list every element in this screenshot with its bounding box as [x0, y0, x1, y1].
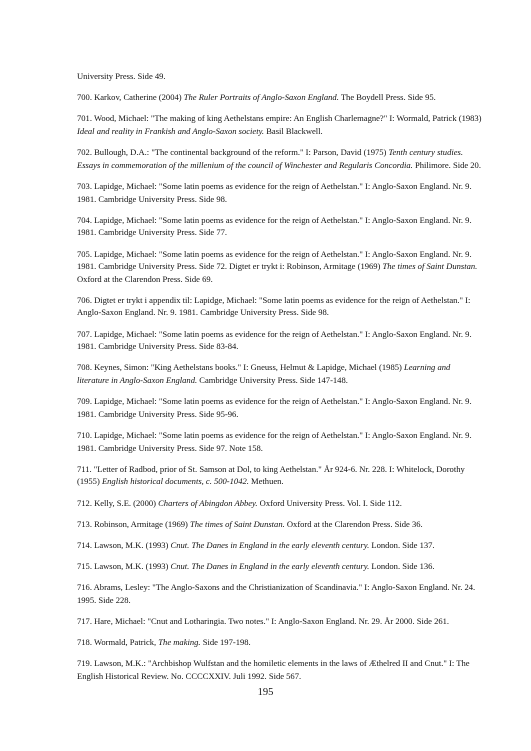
endnote-title-text: The times of Saint Dunstan.: [382, 261, 478, 272]
endnote: [77, 70, 483, 83]
endnote-text: Oxford University Press. Vol. I. Side 112.: [257, 497, 402, 508]
endnote: [77, 112, 483, 137]
endnote-text: 712. Kelly, S.E. (2000): [77, 497, 159, 508]
endnote-text: Side 197-198.: [200, 637, 251, 648]
endnote-text: Cambridge University Press. Side 147-148.: [197, 375, 348, 386]
endnote-title-text: Cnut. The Danes in England in the early eleventh century.: [170, 539, 370, 550]
endnote: [77, 180, 483, 205]
endnote-title-text: The Ruler Portraits of Anglo-Saxon England.: [183, 92, 339, 103]
endnote-text: 701. Wood, Michael: "The making of king Aethelstans empire: An English Charlemagne?" I: Wormald, Patrick (1983): [77, 113, 482, 124]
endnote-text: Basil Blackwell.: [264, 125, 323, 136]
endnote-text: Methuen.: [248, 476, 284, 487]
endnote-text: London. Side 137.: [369, 539, 435, 550]
endnote: [77, 248, 483, 286]
endnote-text: 704. Lapidge, Michael: "Some latin poems as evidence for the reign of Aethelstan." I: Anglo-Saxon England. Nr. 9. 1981. Cambridge University Press. Side 77.: [77, 214, 472, 238]
endnote: [77, 463, 483, 488]
endnote-text: Oxford at the Clarendon Press. Side 69.: [77, 273, 213, 284]
endnote: [77, 328, 483, 353]
endnote-text: Oxford at the Clarendon Press. Side 36.: [284, 518, 423, 529]
endnote-text: 715. Lawson, M.K. (1993): [77, 561, 171, 572]
endnote-text: 706. Digtet er trykt i appendix til: Lapidge, Michael: "Some latin poems as evidence for the reign of Aethelstan." I: Anglo-Saxon England. Nr. 9. 1981. Cambridge University Press. Side 98.: [77, 294, 471, 318]
endnote: [77, 581, 483, 606]
endnote: [77, 91, 483, 104]
endnote-text: 719. Lawson, M.K.: "Archbishop Wulfstan and the homiletic elements in the laws of Æthelred II and Cnut." I: The English Historical Review. No. CCCCXXIV. Juli 1992. Side 567.: [77, 658, 470, 682]
page-number: 195: [257, 687, 274, 698]
endnote-text: University Press. Side 49.: [77, 71, 166, 81]
endnote-title-text: Cnut. The Danes in England in the early eleventh century.: [170, 561, 370, 572]
endnote: [77, 615, 483, 628]
endnote: [77, 146, 483, 171]
endnote: [77, 361, 483, 386]
endnote-text: 708. Keynes, Simon: "King Aethelstans books." I: Gneuss, Helmut & Lapidge, Michael (1985): [77, 362, 404, 373]
endnote: [77, 657, 483, 682]
endnote: [77, 497, 483, 510]
endnote-title-text: Tenth century studies. Essays in commemoration of the millenium of the council of Winchester and Regularis Concordia.: [77, 147, 463, 170]
endnote-text: 705. Lapidge, Michael: "Some latin poems as evidence for the reign of Aethelstan." I: Anglo-Saxon England. Nr. 9. 1981. Cambridge University Press. Side 72. Digtet er trykt i: Robinson, Armitage (1969): [77, 248, 472, 272]
endnote-text: 718. Wormald, Patrick,: [77, 637, 159, 648]
endnote-text: 710. Lapidge, Michael: "Some latin poems as evidence for the reign of Aethelstan." I: Anglo-Saxon England. Nr. 9. 1981. Cambridge University Press. Side 97. Note 158.: [77, 430, 472, 453]
endnote-title-text: The making.: [158, 637, 201, 648]
endnote-title-text: English historical documents, c. 500-1042.: [101, 476, 249, 487]
endnote-text: The Boydell Press. Side 95.: [338, 92, 436, 103]
endnote-title-text: The times of Saint Dunstan.: [190, 518, 285, 529]
endnote-text: 703. Lapidge, Michael: "Some latin poems as evidence for the reign of Aethelstan." I: Anglo-Saxon England. Nr. 9. 1981. Cambridge University Press. Side 98.: [77, 180, 472, 204]
endnotes-list: [77, 70, 483, 691]
endnote: [77, 560, 483, 573]
endnote-text: 711. "Letter of Radbod, prior of St. Samson at Dol, to king Aethelstan." År 924-6. Nr. 228. I: Whitelock, Dorothy (1955): [77, 463, 465, 487]
endnote-text: 707. Lapidge, Michael: "Some latin poems as evidence for the reign of Aethelstan." I: Anglo-Saxon England. Nr. 9. 1981. Cambridge University Press. Side 83-84.: [77, 328, 472, 352]
endnote-text: Philimore. Side 20.: [412, 159, 481, 170]
endnote-text: 716. Abrams, Lesley: "The Anglo-Saxons and the Christianization of Scandinavia." I: Anglo-Saxon England. Nr. 24. 1995. Side 228.: [77, 582, 476, 605]
endnote: [77, 518, 483, 531]
endnote-title-text: Learning and literature in Anglo-Saxon England.: [77, 362, 451, 386]
endnote: [77, 636, 483, 649]
endnote: [77, 539, 483, 552]
endnote-text: 713. Robinson, Armitage (1969): [77, 518, 190, 529]
endnote: [77, 294, 483, 319]
endnote-text: London. Side 136.: [369, 561, 435, 572]
endnote-title-text: Charters of Abingdon Abbey.: [158, 497, 258, 508]
endnote-text: 714. Lawson, M.K. (1993): [77, 539, 171, 550]
endnote: [77, 395, 483, 420]
endnote-text: 709. Lapidge, Michael: "Some latin poems as evidence for the reign of Aethelstan." I: Anglo-Saxon England. Nr. 9. 1981. Cambridge University Press. Side 95-96.: [77, 396, 472, 419]
endnote: [77, 214, 483, 239]
endnote-text: 700. Karkov, Catherine (2004): [77, 92, 184, 103]
endnote-title-text: Ideal and reality in Frankish and Anglo-Saxon society.: [77, 125, 265, 136]
endnote-text: 717. Hare, Michael: "Cnut and Lotharingia. Two notes." I: Anglo-Saxon England. Nr. 29. År 2000. Side 261.: [77, 616, 450, 627]
endnote: [77, 429, 483, 454]
endnote-text: 702. Bullough, D.A.: "The continental background of the reform." I: Parson, David (1975): [77, 147, 389, 158]
